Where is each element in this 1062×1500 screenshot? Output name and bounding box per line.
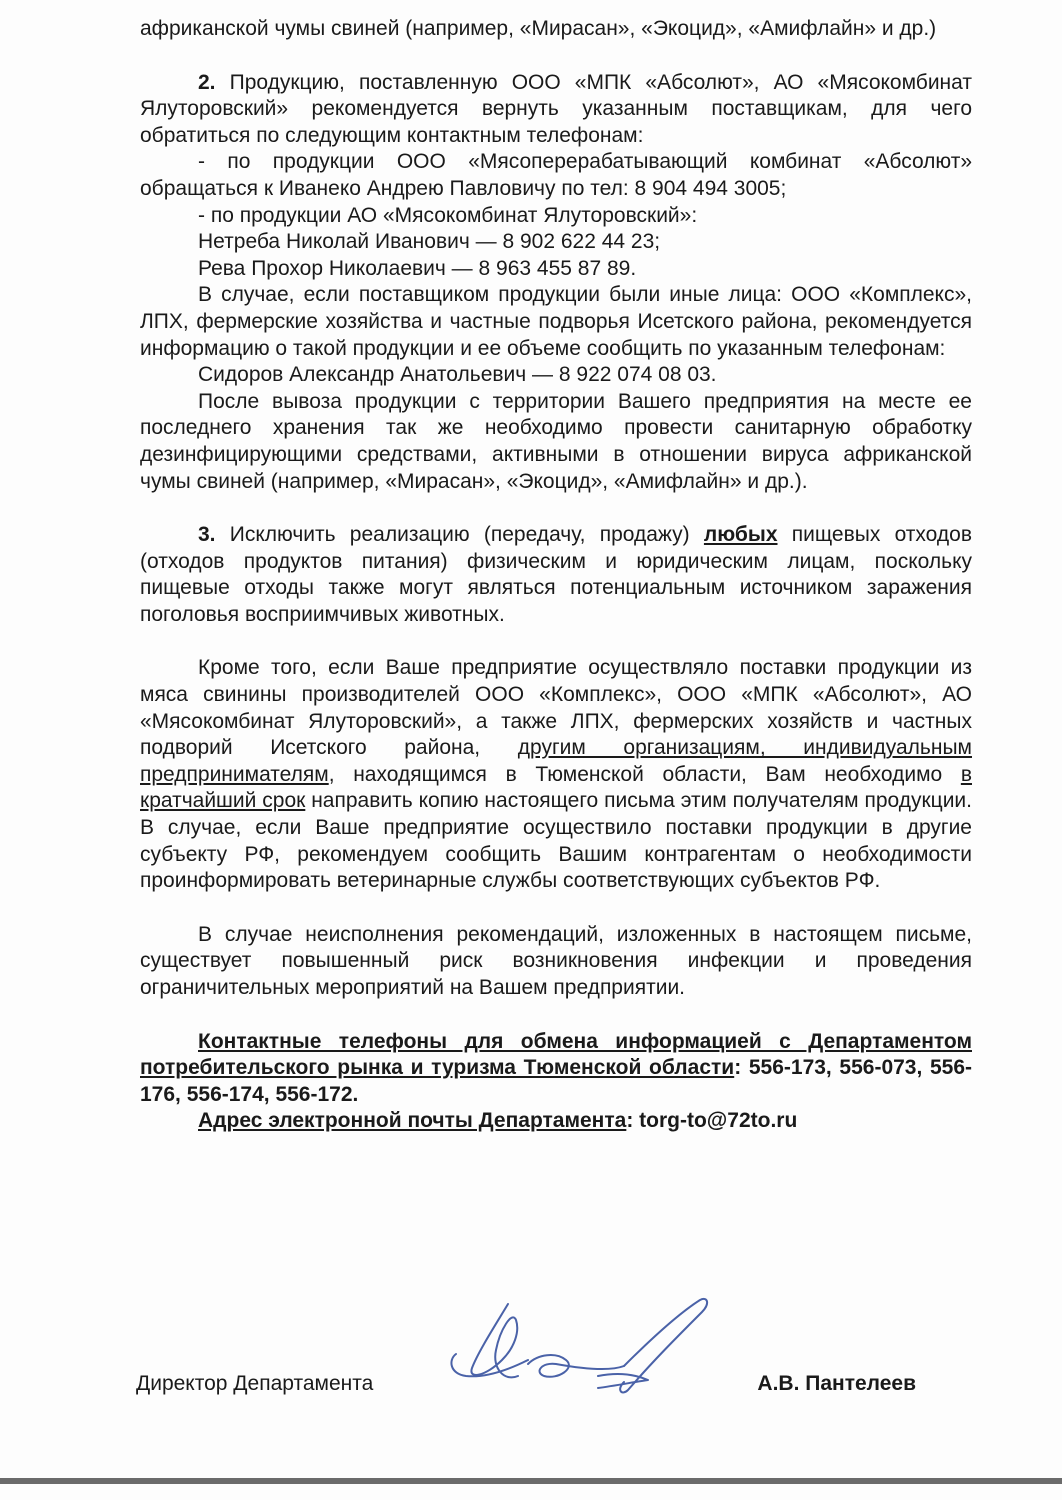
- contact-email-label: Адрес электронной почты Департамента: [198, 1109, 627, 1133]
- signer-title: Директор Департамента: [136, 1372, 374, 1395]
- contact-phones-values: : 556-173, 556-073, 556-176, 556-174, 556-172.: [140, 1056, 973, 1106]
- contact-email-value: : torg-to@72to.ru: [626, 1109, 798, 1133]
- section-2-supplier-yalutorovsky: - по продукции АО «Мясокомбинат Ялуторовский»:: [198, 203, 698, 227]
- section-2-number: 2.: [198, 70, 216, 94]
- letter-body: [140, 16, 972, 1135]
- page-edge-shadow: [0, 1478, 1062, 1484]
- contact-phones: [140, 1029, 972, 1109]
- section-3: [140, 522, 972, 628]
- contact-reva: Рева Прохор Николаевич — 8 963 455 87 89.: [198, 256, 637, 280]
- forwarding-underlined-recipients: другим организациям, индивидуальным предпринимателям: [140, 736, 972, 786]
- forwarding-underlined-deadline: в кратчайший срок: [140, 762, 972, 813]
- section-3-text-c: пищевых отходов (отходов продуктов питания) физическим и юридическим лицам, поскольку пищевые отходы также могут являться потенциальным источником заражения поголовья восприимчивых животных.: [140, 523, 972, 626]
- signer-name: А.В. Пантелеев: [757, 1372, 916, 1395]
- contact-netreba: Нетреба Николай Иванович — 8 902 622 44 23;: [198, 230, 661, 254]
- section-3-emphasis: любых: [703, 523, 778, 547]
- section-2-intro: [140, 70, 972, 150]
- signature-block: [136, 1368, 926, 1408]
- section-3-number: 3.: [198, 523, 216, 547]
- section-2-text: Продукцию, поставленную ООО «МПК «Абсолют», АО «Мясокомбинат Ялуторовский» рекомендуется вернуть указанным поставщикам, для чего обратиться по следующим контактным телефонам:: [140, 70, 972, 147]
- forwarding-text-e: направить копию настоящего письма этим получателям продукции. В случае, если Ваше предприятие осуществило поставки продукции в другие субъекту РФ, рекомендуем сообщить Вашим контрагентам о необходимости проинформировать ветеринарные службы соответствующих субъектов РФ.: [140, 789, 972, 893]
- contact-sidorov: Сидоров Александр Анатольевич — 8 922 074 08 03.: [198, 363, 717, 387]
- section-2-disinfection: После вывоза продукции с территории Вашего предприятия на месте ее последнего хранения так же необходимо провести санитарную обработку дезинфицирующими средствами, активными в отношении вируса африканской чумы свиней (например, «Мирасан», «Экоцид», «Амифлайн» и др.).: [140, 389, 972, 493]
- forwarding-text-a: Кроме того, если Ваше предприятие осуществляло поставки продукции из мяса свинины производителей ООО «Комплекс», ООО «МПК «Абсолют», АО «Мясокомбинат Ялуторовский», а также ЛПХ, фермерских хозяйств и частных подворий Исетского района,: [140, 656, 972, 760]
- contact-phones-label: Контактные телефоны для обмена информацией с Департаментом потребительского рынка и туризма Тюменской области: [140, 1029, 972, 1080]
- section-3-text-a: Исключить реализацию (передачу, продажу): [215, 523, 704, 547]
- paragraph-continuation: африканской чумы свиней (например, «Мирасан», «Экоцид», «Амифлайн» и др.): [140, 17, 937, 40]
- paragraph-risk: В случае неисполнения рекомендаций, изложенных в настоящем письме, существует повышенный риск возникновения инфекции и проведения ограничительных мероприятий на Вашем предприятии.: [140, 922, 972, 999]
- contact-email: [140, 1108, 972, 1135]
- paragraph-forwarding: [140, 655, 972, 894]
- forwarding-text-c: , находящимся в Тюменской области, Вам необходимо: [328, 762, 961, 786]
- section-2-supplier-absolut: - по продукции ООО «Мясоперерабатывающий комбинат «Абсолют» обращаться к Иванеко Андрею Павловичу по тел: 8 904 494 3005;: [140, 150, 972, 200]
- section-2-other-suppliers: В случае, если поставщиком продукции были иные лица: ООО «Комплекс», ЛПХ, фермерские хозяйства и частные подворья Исетского района, рекомендуется информацию о такой продукции и ее объеме сообщить по указанным телефонам:: [140, 283, 972, 360]
